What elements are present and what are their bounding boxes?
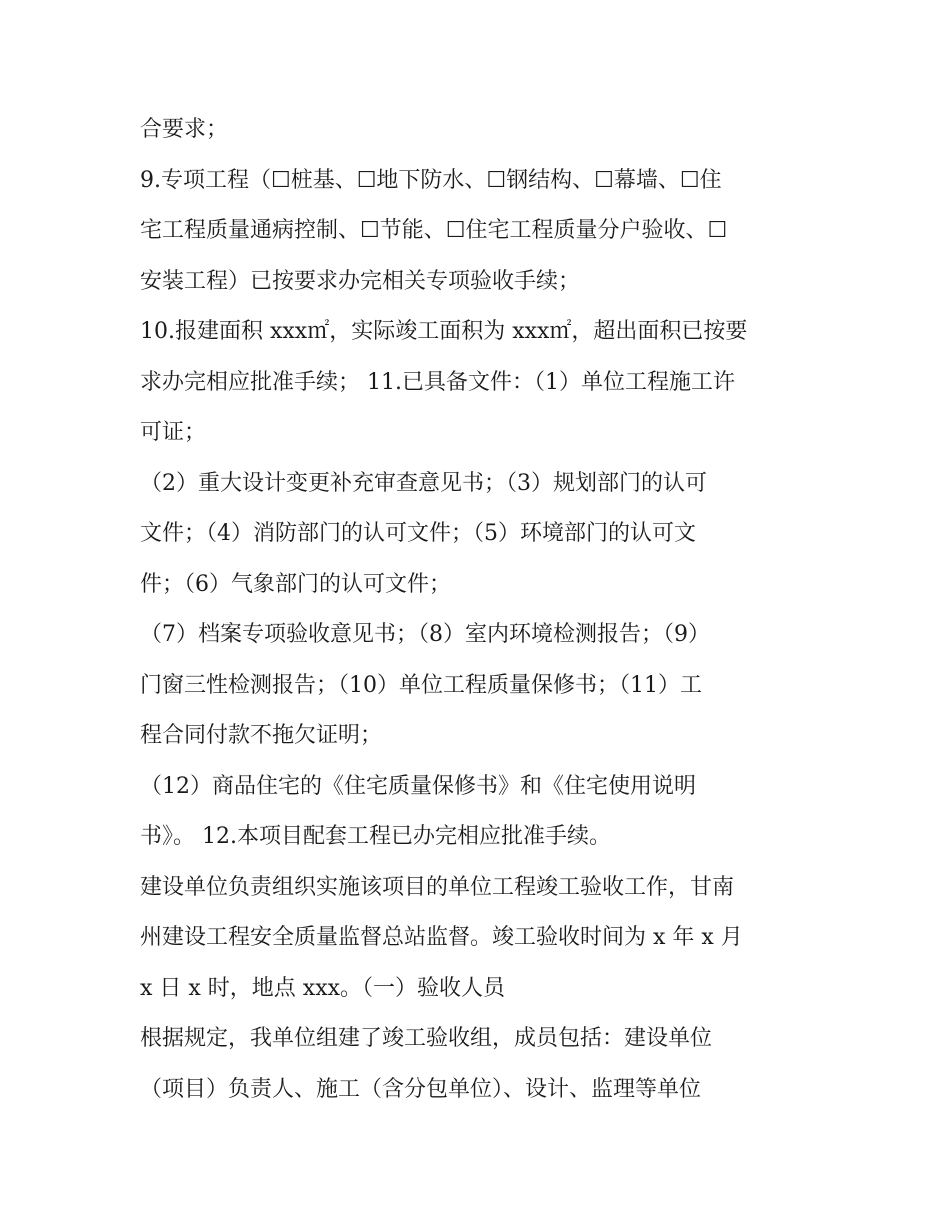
text-line: 宅工程质量通病控制、☐节能、☐住宅工程质量分户验收、☐ xyxy=(140,218,728,243)
text-line: （2）重大设计变更补充审查意见书；（3）规划部门的认可 xyxy=(140,471,707,496)
text-line: 求办完相应批准手续； 11.已具备文件：（1）单位工程施工许 xyxy=(140,370,735,395)
text-line: 文件；（4）消防部门的认可文件；（5）环境部门的认可文 xyxy=(140,521,696,546)
text-line: 件；（6）气象部门的认可文件； xyxy=(140,572,451,597)
text-line: 合要求； xyxy=(140,117,229,142)
text-line: （项目）负责人、施工（含分包单位）、设计、监理等单位 xyxy=(140,1077,702,1102)
text-line: （12）商品住宅的《住宅质量保修书》和《住宅使用说明 xyxy=(140,774,696,799)
text-line: 程合同付款不拖欠证明； xyxy=(140,723,383,748)
text-line: （7）档案专项验收意见书；（8）室内环境检测报告；（9） xyxy=(140,622,710,647)
text-line: x 日 x 时，地点 xxx。（一）验收人员 xyxy=(140,976,506,1001)
text-line: 安装工程）已按要求办完相关专项验收手续； xyxy=(140,269,581,294)
text-line: 州建设工程安全质量监督总站监督。竣工验收时间为 x 年 x 月 xyxy=(140,925,743,950)
text-line: 门窗三性检测报告；（10）单位工程质量保修书；（11）工 xyxy=(140,673,702,698)
text-line: 可证； xyxy=(140,420,207,445)
text-line: 书》。 12.本项目配套工程已办完相应批准手续。 xyxy=(140,824,611,849)
text-line: 10.报建面积 xxx㎡，实际竣工面积为 xxx㎡，超出面积已按要 xyxy=(140,319,748,344)
text-line: 建设单位负责组织实施该项目的单位工程竣工验收工作，甘南 xyxy=(140,875,735,900)
text-line: 根据规定，我单位组建了竣工验收组，成员包括：建设单位 xyxy=(140,1026,713,1051)
text-line: 9.专项工程（☐桩基、☐地下防水、☐钢结构、☐幕墙、☐住 xyxy=(140,168,722,193)
